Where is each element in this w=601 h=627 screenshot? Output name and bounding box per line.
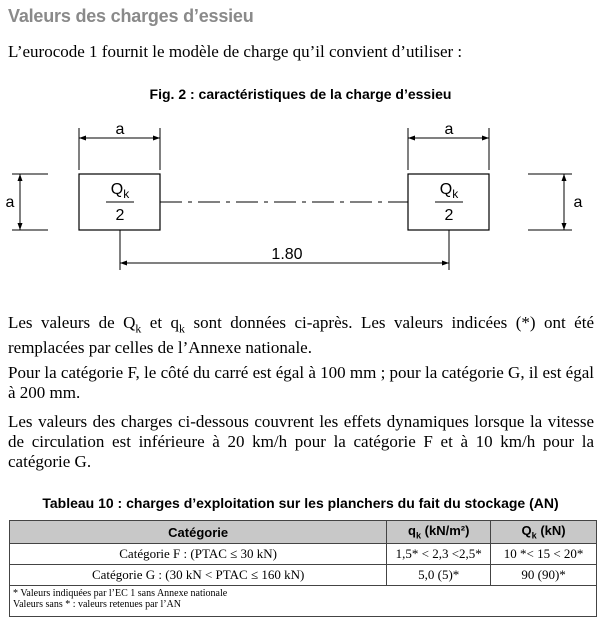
load-box-right (408, 174, 489, 230)
paragraph-square-side: Pour la catégorie F, le côté du carré est égal à 100 mm ; pour la catégorie G, il est égal à 200 mm. (8, 363, 594, 402)
cell-Qk: 90 (90)* (491, 565, 597, 586)
storage-loads-table (9, 520, 597, 617)
paragraph-values: Les valeurs de $Q_k$ et $q_k$ sont données ci-après. Les valeurs indicées (*) ont été remplacées par celles de l’Annexe nationale. (8, 313, 594, 358)
header-Qk: $Q_k$ (kN) (491, 521, 597, 544)
cell-qk: 5,0 (5)* (387, 565, 491, 586)
axle-load-diagram (0, 110, 601, 280)
intro-text: L’eurocode 1 fournit le modèle de charge qu’il convient d’utiliser : (8, 42, 463, 61)
cell-category: Catégorie G : (30 kN < PTAC ≤ 160 kN) (10, 565, 387, 586)
section-title: Valeurs des charges d’essieu (8, 6, 254, 26)
table-header-row (10, 521, 597, 544)
table-note: * Valeurs indiquées par l’EC 1 sans Annexe nationale Valeurs sans * : valeurs retenues par l’AN (10, 586, 597, 617)
cell-qk: 1,5* < 2,3 <2,5* (387, 544, 491, 565)
dimension-side-left (6, 174, 48, 230)
table-row (10, 565, 597, 586)
cell-category: Catégorie F : (PTAC ≤ 30 kN) (10, 544, 387, 565)
cell-Qk: 10 *< 15 < 20* (491, 544, 597, 565)
svg-text:2: 2 (444, 207, 454, 224)
load-box-left (79, 174, 160, 230)
dimension-spacing (120, 230, 449, 270)
dimension-top-right (408, 121, 489, 170)
dim-label-side-right: a (573, 194, 583, 211)
dim-label-top-left: a (115, 121, 125, 138)
header-qk: $q_k$ (kN/m²) (387, 521, 491, 544)
table-note-row (10, 586, 597, 617)
table-row (10, 544, 597, 565)
paragraph-dynamic-effects: Les valeurs des charges ci-dessous couvrent les effets dynamiques lorsque la vitesse de circulation est inférieure à 20 km/h pour la catégorie F et à 10 km/h pour la catégorie G. (8, 412, 594, 471)
figure-caption: Fig. 2 : caractéristiques de la charge d’essieu (149, 86, 452, 102)
dimension-side-right (528, 174, 583, 230)
svg-text:Qk: $Q_k$ (110, 181, 130, 201)
table-caption: Tableau 10 : charges d’exploitation sur les planchers du fait du stockage (AN) (42, 495, 559, 511)
header-category: Catégorie (10, 521, 387, 544)
dimension-top-left (79, 121, 160, 170)
spacing-label: 1.80 (271, 246, 303, 263)
svg-text:Qk: $Q_k$ (439, 181, 459, 201)
dim-label-top-right: a (444, 121, 454, 138)
dim-label-side-left: a (5, 194, 15, 211)
svg-text:2: 2 (115, 207, 125, 224)
